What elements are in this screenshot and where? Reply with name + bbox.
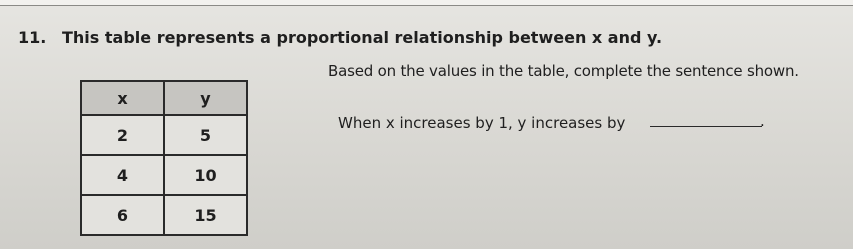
table-cell-x: 2 [81,115,164,155]
table-row [81,155,247,195]
column-header-y: y [164,81,247,115]
question-number: 11. [18,28,47,47]
sentence-stem: When x increases by 1, y increases by [338,114,626,132]
instructions-text: Based on the values in the table, complete the sentence shown. [328,62,799,80]
table-cell-y: 15 [164,195,247,235]
proportional-table [80,80,248,236]
table-cell-x: 6 [81,195,164,235]
sentence-period: . [760,112,765,130]
column-header-x: x [81,81,164,115]
table-cell-x: 4 [81,155,164,195]
table-cell-y: 5 [164,115,247,155]
answer-blank[interactable] [650,126,762,127]
table-row [81,115,247,155]
table-cell-y: 10 [164,155,247,195]
question-text: This table represents a proportional relationship between x and y. [62,28,663,47]
page-top-edge [0,0,853,6]
table-header-row [81,81,247,115]
table-row [81,195,247,235]
